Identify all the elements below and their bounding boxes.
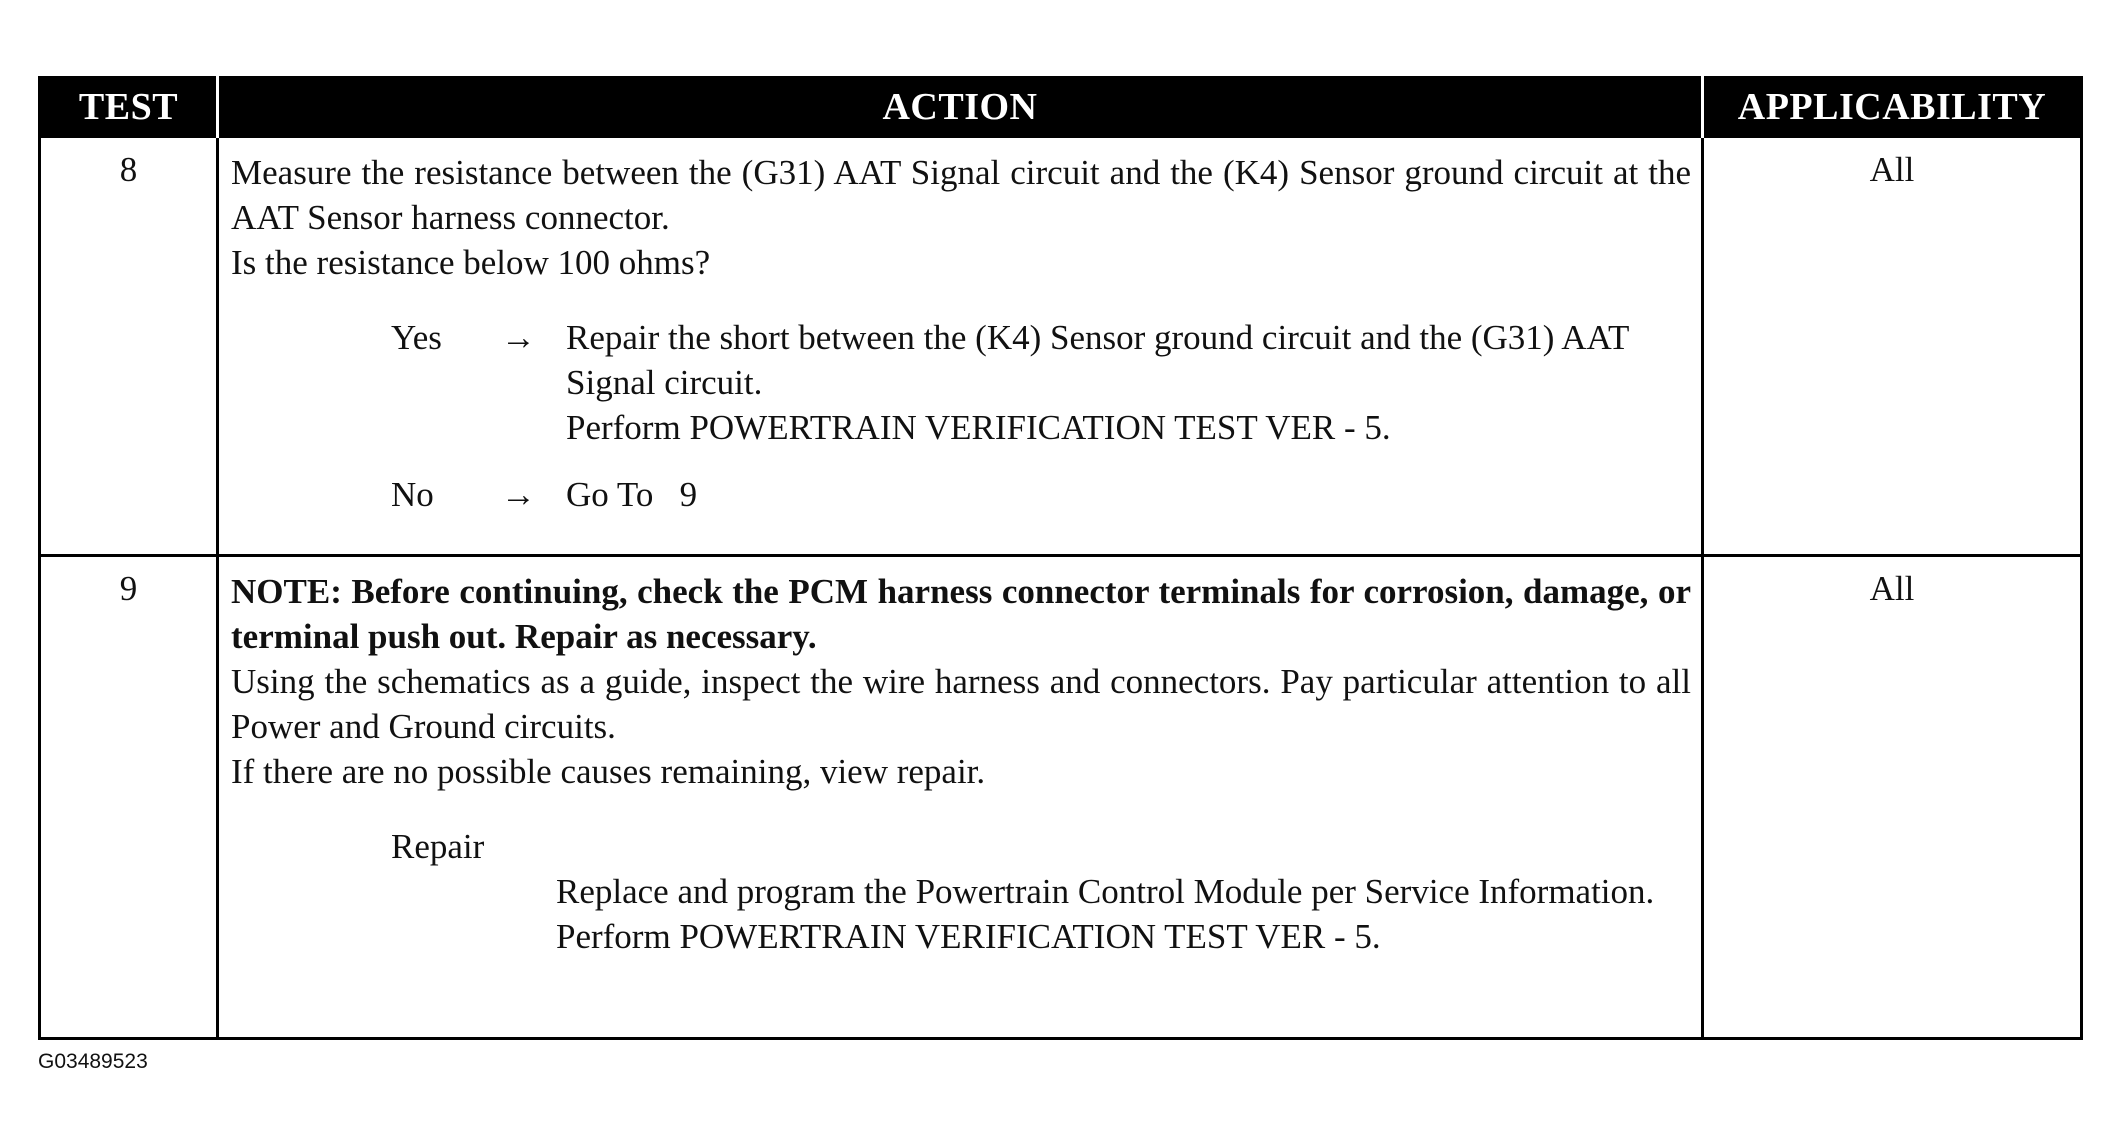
no-label: No <box>391 475 434 514</box>
table-row <box>40 556 2082 1039</box>
applicability-value: All <box>1703 137 2082 556</box>
repair-text: Replace and program the Powertrain Control Module per Service Information. <box>556 872 1655 911</box>
action-text: Measure the resistance between the (G31) AAT Signal circuit and the (K4) Sensor ground circuit at the AAT Sensor harness connector. <box>231 153 1691 237</box>
header-action: ACTION <box>218 78 1703 137</box>
yes-verify-text: Perform POWERTRAIN VERIFICATION TEST VER - 5. <box>566 408 1391 447</box>
yes-response <box>231 315 1691 450</box>
repair-instructions <box>556 869 1691 959</box>
header-test: TEST <box>40 78 218 137</box>
header-row <box>40 78 2082 137</box>
yes-label: Yes <box>391 318 442 357</box>
no-response <box>231 472 1691 517</box>
test-number: 9 <box>40 556 218 1039</box>
action-text: If there are no possible causes remaining, view repair. <box>231 752 986 791</box>
yes-repair-text: Repair the short between the (K4) Sensor ground circuit and the (G31) AAT Signal circuit. <box>566 318 1629 402</box>
right-arrow-icon: → <box>501 318 536 357</box>
action-text: Using the schematics as a guide, inspect the wire harness and connectors. Pay particular attention to all Power and Ground circuits. <box>231 662 1691 746</box>
action-cell <box>218 137 1703 556</box>
figure-id: G03489523 <box>38 1050 148 1073</box>
no-instructions <box>566 472 1691 517</box>
table-row <box>40 137 2082 556</box>
go-to-link[interactable]: Go To 9 <box>566 475 698 514</box>
repair-label: Repair <box>391 827 485 866</box>
header-applicability: APPLICABILITY <box>1703 78 2082 137</box>
test-procedure-table <box>38 76 2083 1040</box>
repair-verify-text: Perform POWERTRAIN VERIFICATION TEST VER - 5. <box>556 917 1381 956</box>
right-arrow-icon: → <box>501 475 536 514</box>
test-number: 8 <box>40 137 218 556</box>
yes-instructions <box>566 315 1691 450</box>
applicability-value: All <box>1703 556 2082 1039</box>
action-cell <box>218 556 1703 1039</box>
note-text: NOTE: Before continuing, check the PCM harness connector terminals for corrosion, damage, or terminal push out. Repair as necessary. <box>231 572 1691 656</box>
action-question: Is the resistance below 100 ohms? <box>231 243 711 282</box>
